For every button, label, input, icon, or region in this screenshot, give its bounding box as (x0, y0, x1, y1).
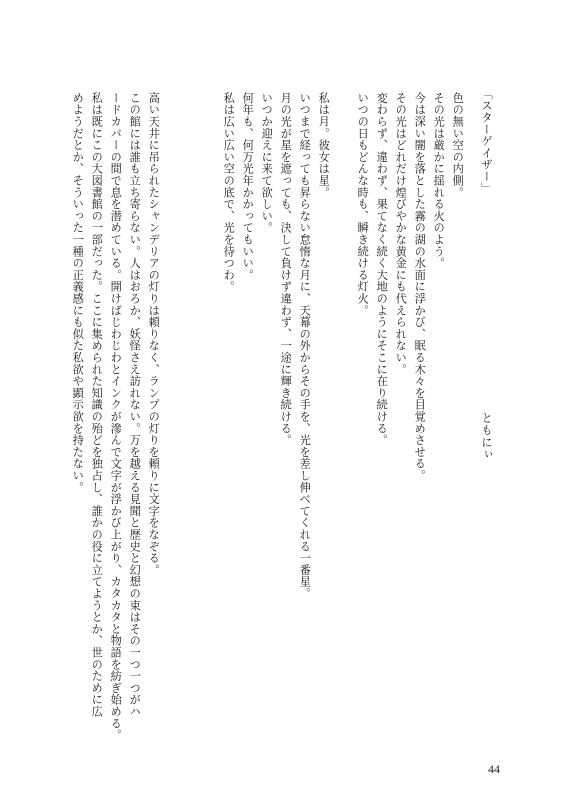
poem-line: 変わらず、違わず、果てなく続く大地のようにそこに在り続ける。 (375, 92, 389, 446)
poem-line: その光は厳かに揺れる火のよう。 (432, 92, 446, 269)
prose-line: めようだとか、そういった一種の正義感にも似た私欲や顕示欲を持たない。 (71, 92, 85, 494)
poem-line: 色の無い空の内側。 (451, 92, 465, 199)
prose-line: ードカバーの間で息を潜めている。開けばじわじわとインクが滲んで文字が浮かび上がり、カタカタと物語を紡ぎ始める。 (109, 92, 123, 741)
page-number: 44 (488, 762, 500, 776)
prose-line: 高い天井に吊られたシャンデリアの灯りは頼りなく、ランプの灯りを頼りに文字をなぞる。 (147, 92, 161, 576)
poem-line: 私は月。彼女は星。 (317, 92, 331, 199)
poem-line: その光はどれだけ煌びやかな黄金にも代えられない。 (394, 92, 408, 376)
prose-line: この館には誰も立ち寄らない。人はおろか、妖怪さえ訪れない。万を越える見聞と歴史と幻想の束はその一つ一つがハ (128, 92, 142, 718)
poem-line: いつまで経っても昇らない怠惰な月に、天幕の外からその手を、光を差し伸べてくれる一番星。 (298, 92, 312, 600)
author-name: ともにぃ (480, 412, 493, 461)
prose-line: 私は既にこの大図書館の一部だった。ここに集められた知識の殆どを独占し、誰かの役に立てようとか、世のために広 (90, 92, 104, 718)
poem-line: 今は深い闇を落とした霧の湖の水面に浮かび、眠る木々を目覚めさせる。 (413, 92, 427, 482)
poem-line: 月の光が星を遮っても、決して負けず違わず、一途に輝き続ける。 (279, 92, 293, 446)
poem-line: 何年も、何万光年かかってもいい。 (241, 92, 255, 281)
poem-line: いつか迎えに来て欲しい。 (260, 92, 274, 234)
poem-line: いつの日もどんな時も、瞬き続ける灯火。 (356, 92, 370, 317)
poem-line: 私は広い広い空の底で、光を待つわ。 (222, 92, 236, 293)
poem-title: 「スターゲイザー」 (480, 88, 493, 195)
